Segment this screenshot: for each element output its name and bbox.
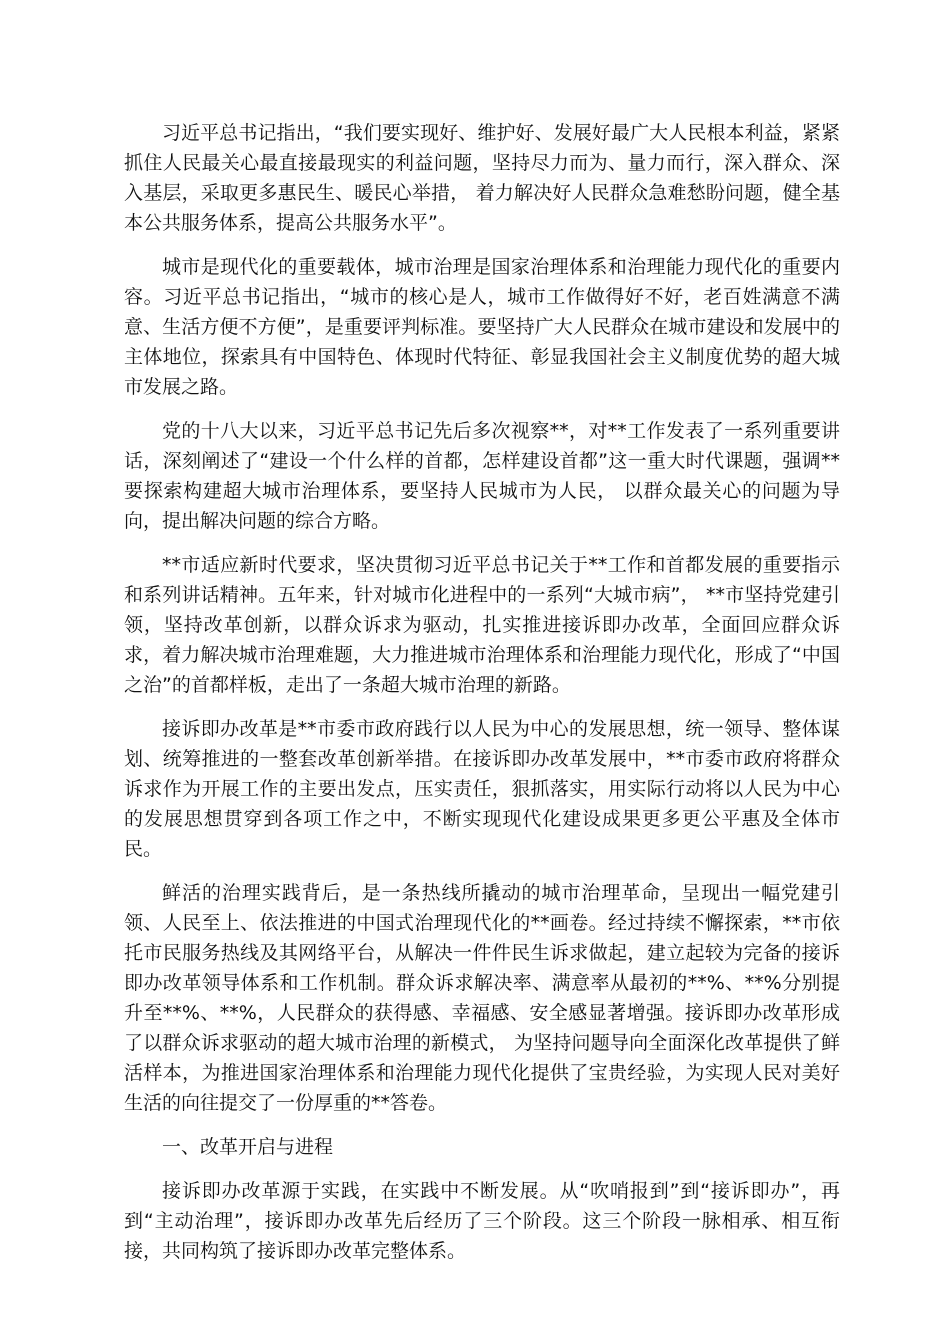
paragraph-2: 城市是现代化的重要载体，城市治理是国家治理体系和治理能力现代化的重要内容。习近平总书记指出，“城市的核心是人，城市工作做得好不好，老百姓满意不满意、生活方便不方便”，是重要评判标准。要坚持广大人民群众在城市建设和发展中的主体地位，探索具有中国特色、体现时代特征、彰显我国社会主义制度优势的超大城市发展之路。 [124,256,840,398]
document-body [124,118,840,1280]
section-paragraph: 接诉即办改革源于实践，在实践中不断发展。从“吹哨报到”到“接诉即办”，再到“主动治理”，接诉即办改革先后经历了三个阶段。这三个阶段一脉相承、相互衔接，共同构筑了接诉即办改革完整体系。 [124,1180,840,1262]
paragraph-3: 党的十八大以来，习近平总书记先后多次视察**，对**工作发表了一系列重要讲话，深刻阐述了“建设一个什么样的首都，怎样建设首都”这一重大时代课题，强调**要探索构建超大城市治理体系，要坚持人民城市为人民， 以群众最关心的问题为导向，提出解决问题的综合方略。 [124,420,840,532]
paragraph-5: 接诉即办改革是**市委市政府践行以人民为中心的发展思想，统一领导、整体谋划、统筹推进的一整套改革创新举措。在接诉即办改革发展中，**市委市政府将群众诉求作为开展工作的主要出发点，压实责任，狠抓落实，用实际行动将以人民为中心的发展思想贯穿到各项工作之中，不断实现现代化建设成果更多更公平惠及全体市民。 [124,718,840,860]
paragraph-6: 鲜活的治理实践背后，是一条热线所撬动的城市治理革命，呈现出一幅党建引领、人民至上、依法推进的中国式治理现代化的**画卷。经过持续不懈探索，**市依托市民服务热线及其网络平台，从解决一件件民生诉求做起，建立起较为完备的接诉即办改革领导体系和工作机制。群众诉求解决率、满意率从最初的**%、**%分别提升至**%、**%，人民群众的获得感、幸福感、安全感显著增强。接诉即办改革形成了以群众诉求驱动的超大城市治理的新模式， 为坚持问题导向全面深化改革提供了鲜活样本，为推进国家治理体系和治理能力现代化提供了宝贵经验，为实现人民对美好生活的向往提交了一份厚重的**答卷。 [124,882,840,1114]
section-heading: 一、改革开启与进程 [162,1136,334,1158]
paragraph-1: 习近平总书记指出，“我们要实现好、维护好、发展好最广大人民根本利益，紧紧抓住人民最关心最直接最现实的利益问题，坚持尽力而为、量力而行，深入群众、深入基层，采取更多惠民生、暖民心举措， 着力解决好人民群众急难愁盼问题，健全基本公共服务体系，提高公共服务水平”。 [124,122,840,234]
paragraph-4: **市适应新时代要求，坚决贯彻习近平总书记关于**工作和首都发展的重要指示和系列讲话精神。五年来，针对城市化进程中的一系列“大城市病”， **市坚持党建引领，坚持改革创新，以群众诉求为驱动，扎实推进接诉即办改革，全面回应群众诉求，着力解决城市治理难题，大力推进城市治理体系和治理能力现代化，形成了“中国之治”的首都样板，走出了一条超大城市治理的新路。 [124,554,840,696]
